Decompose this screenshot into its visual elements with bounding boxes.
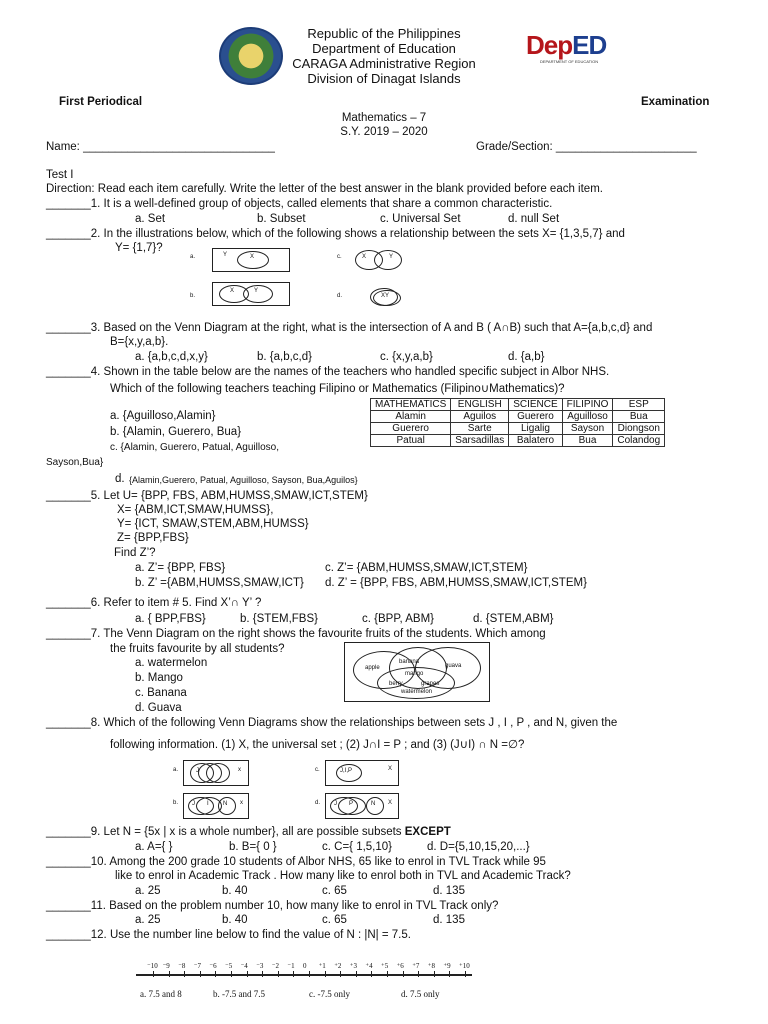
q10-choice-c: c. 65: [322, 885, 347, 897]
number-line-tick: [340, 971, 341, 977]
exam-school-year: S.Y. 2019 – 2020: [340, 126, 428, 138]
table-cell: Aguilos: [451, 411, 509, 423]
venn-label-berry: berry: [389, 681, 403, 687]
q4-choice-c: c. {Alamin, Guerero, Patual, Aguilloso,: [110, 442, 279, 453]
number-line-tick: [434, 971, 435, 977]
number-line-tick-label: ⁺4: [365, 962, 373, 970]
q8-diagram-b-label: b.: [173, 800, 179, 806]
number-line-tick-label: ⁺9: [443, 962, 451, 970]
q8-diagram-d-label: d.: [315, 800, 321, 806]
test-title: Test I: [46, 169, 74, 181]
q12-choice-b: b. -7.5 and 7.5: [213, 989, 265, 999]
q6-choice-b: b. {STEM,FBS}: [240, 613, 318, 625]
table-header-cell: ESP: [613, 399, 665, 411]
number-line-tick: [215, 971, 216, 977]
number-line-tick-label: ⁺3: [349, 962, 357, 970]
number-line-tick: [418, 971, 419, 977]
table-cell: Sarsadillas: [451, 435, 509, 447]
number-line-tick-label: ⁺5: [381, 962, 389, 970]
q7-choice-c: c. Banana: [135, 687, 187, 699]
number-line-tick: [293, 971, 294, 977]
number-line-tick-label: ⁻10: [147, 962, 158, 970]
q11-choice-d: d. 135: [433, 914, 465, 926]
q8-a-circle-j: J: [190, 763, 214, 783]
name-field: Name: ______________________________: [46, 141, 275, 153]
venn-label-grapes: grapes: [421, 681, 440, 687]
q5-set-z: Z= {BPP,FBS}: [117, 532, 189, 544]
q3-stem2: B={x,y,a,b}.: [110, 336, 169, 348]
q3-choice-b: b. {a,b,c,d}: [257, 351, 312, 363]
q5-choice-a: a. Z’= {BPP, FBS}: [135, 562, 226, 574]
q6-choice-c: c. {BPP, ABM}: [362, 613, 435, 625]
table-cell: Aguilloso: [562, 411, 613, 423]
table-header-cell: MATHEMATICS: [371, 399, 451, 411]
number-line-tick-label: ⁺1: [318, 962, 326, 970]
q9-choice-c: c. C={ 1,5,10}: [322, 841, 393, 853]
header-line2: Department of Education: [312, 41, 456, 56]
q8-a-circle-n: [206, 763, 230, 783]
q8-d-circle-j: J: [330, 797, 358, 815]
number-line-tick-label: ⁻7: [193, 962, 201, 970]
table-row: [371, 423, 665, 435]
q12-stem: _______12. Use the number line below to find the value of N : |N| = 7.5.: [46, 929, 411, 941]
q8-diagram-b: J I N x: [183, 793, 249, 819]
number-line-tick-label: ⁻6: [209, 962, 217, 970]
q4-choice-c-cont: Sayson,Bua}: [46, 457, 104, 468]
exam-subject: Mathematics – 7: [341, 112, 427, 124]
number-line-tick-label: ⁺2: [334, 962, 342, 970]
q8-b-circle-i: I: [196, 797, 222, 815]
number-line-tick: [231, 971, 232, 977]
q12-choice-a: a. 7.5 and 8: [140, 989, 182, 999]
q5-stem: _______5. Let U= {BPP, FBS, ABM,HUMSS,SMAW,ICT,STEM}: [46, 490, 368, 502]
q9-except: EXCEPT: [404, 826, 451, 838]
table-header-cell: ENGLISH: [451, 399, 509, 411]
table-row: [371, 435, 665, 447]
q2-diagram-b: [212, 282, 290, 306]
q9-choice-d: d. D={5,10,15,20,...}: [427, 841, 530, 853]
q2-diagram-b-label: b.: [190, 293, 196, 299]
q2-diagram-a: Y X: [212, 248, 290, 272]
q9-choice-b: b. B={ 0 }: [229, 841, 277, 853]
q3-choice-a: a. {a,b,c,d,x,y}: [135, 351, 208, 363]
q7-choice-b: b. Mango: [135, 672, 183, 684]
q10-stem: _______10. Among the 200 grade 10 students of Albor NHS, 65 like to enrol in TVL Track while 95: [46, 856, 546, 868]
q2-diagram-c-label: c.: [337, 254, 342, 260]
q8-diagram-c-label: c.: [315, 767, 320, 773]
number-line-tick-label: ⁻3: [256, 962, 264, 970]
q4-stem: _______4. Shown in the table below are the names of the teachers who handled specific subject in Albor NHS.: [46, 366, 610, 378]
table-row: [371, 411, 665, 423]
table-cell: Sarte: [451, 423, 509, 435]
q2-diagram-d-label: d.: [337, 293, 343, 299]
q10-choice-a: a. 25: [135, 885, 161, 897]
q8-diagram-c: J,I,P X: [325, 760, 399, 786]
q4-choice-a: a. {Aguilloso,Alamin}: [110, 410, 216, 422]
q8-stem2: following information. (1) X, the universal set ; (2) J∩I = P ; and (3) (J∪I) ∩ N =∅?: [110, 739, 525, 751]
table-header-cell: FILIPINO: [562, 399, 613, 411]
q2-stem: _______2. In the illustrations below, which of the following shows a relationship between the sets X= {1,3,5,7} and: [46, 228, 625, 240]
header-line1: Republic of the Philippines: [307, 26, 461, 41]
venn-label-banana: banana: [399, 659, 420, 665]
table-cell: Balatero: [509, 435, 562, 447]
test-direction: Direction: Read each item carefully. Write the letter of the best answer in the blank provided before each item.: [46, 183, 603, 195]
teachers-table-header: [371, 399, 665, 411]
venn-label-mango: mango: [405, 671, 424, 677]
number-line-tick-label: ⁺6: [396, 962, 404, 970]
q11-choice-c: c. 65: [322, 914, 347, 926]
q11-choice-b: b. 40: [222, 914, 248, 926]
q7-choice-a: a. watermelon: [135, 657, 208, 669]
q10-choice-d: d. 135: [433, 885, 465, 897]
number-line-tick: [262, 971, 263, 977]
fruits-venn-diagram: [344, 642, 490, 702]
q1-choice-d: d. null Set: [508, 213, 560, 225]
q1-choice-b: b. Subset: [257, 213, 306, 225]
q5-choice-b: b. Z’ ={ABM,HUMSS,SMAW,ICT}: [135, 577, 304, 589]
q8-stem: _______8. Which of the following Venn Diagrams show the relationships between sets J , I , P , and N, given the: [46, 717, 618, 729]
grade-section-field: Grade/Section: ______________________: [476, 141, 697, 153]
venn-label-guava: guava: [445, 663, 462, 669]
q8-d-circle-i: P: [338, 797, 366, 815]
q10-choice-b: b. 40: [222, 885, 248, 897]
q1-stem: _______1. It is a well-defined group of objects, called elements that share a common characteristic.: [46, 198, 553, 210]
table-cell: Sayson: [562, 423, 613, 435]
teachers-table: [370, 398, 665, 447]
number-line-tick: [153, 971, 154, 977]
number-line-tick-label: ⁻1: [287, 962, 295, 970]
q2-diagram-b-circle-y: Y: [243, 285, 273, 303]
number-line-tick: [403, 971, 404, 977]
number-line-tick-label: ⁻4: [240, 962, 248, 970]
q4-choice-d: {Alamin,Guerero, Patual, Aguilloso, Sayson, Bua,Aguilos}: [129, 475, 358, 485]
q2-diagram-c-circle-x: X: [355, 250, 383, 270]
q7-stem: _______7. The Venn Diagram on the right shows the favourite fruits of the students. Which among: [46, 628, 546, 640]
exam-right-title: Examination: [641, 96, 710, 108]
table-cell: Guerero: [509, 411, 562, 423]
number-line-tick: [200, 971, 201, 977]
q4-choice-d-letter: d.: [115, 473, 125, 485]
q5-set-x: X= {ABM,ICT,SMAW,HUMSS},: [117, 504, 274, 516]
table-cell: Guerero: [371, 423, 451, 435]
table-cell: Colandog: [613, 435, 665, 447]
number-line-tick: [387, 971, 388, 977]
q5-choice-c: c. Z’= {ABM,HUMSS,SMAW,ICT,STEM}: [325, 562, 528, 574]
number-line-tick: [371, 971, 372, 977]
number-line-tick-label: ⁻8: [178, 962, 186, 970]
q2-diagram-b-circle-x: X: [219, 285, 249, 303]
number-line-tick: [449, 971, 450, 977]
number-line-tick: [184, 971, 185, 977]
header-line3: CARAGA Administrative Region: [292, 56, 476, 71]
q9-choice-a: a. A={ }: [135, 841, 173, 853]
q1-choice-a: a. Set: [135, 213, 166, 225]
table-cell: Patual: [371, 435, 451, 447]
number-line-tick-label: 0: [303, 962, 307, 970]
number-line-tick: [247, 971, 248, 977]
deped-logo: DepED: [526, 30, 607, 60]
number-line: [136, 974, 472, 976]
q9-stem: _______9. Let N = {5x | x is a whole number}, all are possible subsets EXCEPT: [46, 826, 451, 838]
q4-stem2: Which of the following teachers teaching Filipino or Mathematics (Filipino∪Mathematics)?: [110, 383, 565, 395]
q5-find: Find Z’?: [114, 547, 156, 559]
q3-stem: _______3. Based on the Venn Diagram at the right, what is the intersection of A and B ( A∩B) such that A={a,b,c,d} and: [46, 322, 653, 334]
q2-diagram-a-label: a.: [190, 254, 196, 260]
q6-choice-a: a. { BPP,FBS}: [135, 613, 206, 625]
number-line-tick-label: ⁻5: [225, 962, 233, 970]
q6-choice-d: d. {STEM,ABM}: [473, 613, 554, 625]
table-cell: Diongson: [613, 423, 665, 435]
q5-choice-d: d. Z’ = {BPP, FBS, ABM,HUMSS,SMAW,ICT,STEM}: [325, 577, 587, 589]
header-line4: Division of Dinagat Islands: [307, 71, 461, 86]
q8-b-circle-n: N: [218, 797, 236, 815]
number-line-tick-label: ⁻9: [162, 962, 170, 970]
q8-d-circle-n: N: [366, 797, 384, 815]
q7-choice-d: d. Guava: [135, 702, 182, 714]
number-line-tick: [278, 971, 279, 977]
number-line-tick: [309, 971, 310, 977]
q7-stem2: the fruits favourite by all students?: [110, 643, 285, 655]
q5-set-y: Y= {ICT, SMAW,STEM,ABM,HUMSS}: [117, 518, 309, 530]
q3-choice-d: d. {a,b}: [508, 351, 545, 363]
deped-logo-subtitle: DEPARTMENT OF EDUCATION: [540, 59, 599, 64]
q8-diagram-a-label: a.: [173, 767, 179, 773]
table-cell: Alamin: [371, 411, 451, 423]
q11-choice-a: a. 25: [135, 914, 161, 926]
q1-choice-c: c. Universal Set: [380, 213, 461, 225]
table-cell: Bua: [562, 435, 613, 447]
number-line-tick: [356, 971, 357, 977]
venn-label-apple: apple: [365, 665, 380, 671]
q2-diagram-d-circle-2: XY: [373, 290, 401, 306]
q2-stem2: Y= {1,7}?: [115, 242, 163, 254]
venn-label-watermelon: watermelon: [401, 689, 433, 695]
exam-left-title: First Periodical: [59, 96, 143, 108]
table-cell: Ligalig: [509, 423, 562, 435]
number-line-tick: [325, 971, 326, 977]
q8-b-circle-j: J: [188, 797, 214, 815]
number-line-tick-label: ⁺7: [412, 962, 420, 970]
q2-diagram-c-circle-y: Y: [374, 250, 402, 270]
table-header-cell: SCIENCE: [509, 399, 562, 411]
q2-diagram-a-circle: X: [237, 251, 269, 269]
q4-choice-b: b. {Alamin, Guerero, Bua}: [110, 426, 242, 438]
q10-stem2: like to enrol in Academic Track . How many like to enrol both in TVL and Academic Track?: [115, 870, 571, 882]
number-line-tick-label: ⁺8: [427, 962, 435, 970]
q6-stem: _______6. Refer to item # 5. Find X’∩ Y’ ?: [46, 597, 262, 609]
table-cell: Bua: [613, 411, 665, 423]
number-line-tick: [169, 971, 170, 977]
number-line-tick: [465, 971, 466, 977]
q8-c-circle-jip: J,I,P: [336, 764, 362, 782]
q12-choice-c: c. -7.5 only: [309, 989, 350, 999]
number-line-tick-label: ⁻2: [271, 962, 279, 970]
q11-stem: _______11. Based on the problem number 10, how many like to enrol in TVL Track only?: [46, 900, 499, 912]
q8-diagram-d: J P N X: [325, 793, 399, 819]
number-line-tick-label: ⁺10: [459, 962, 470, 970]
q12-choice-d: d. 7.5 only: [401, 989, 440, 999]
q8-diagram-a: J x: [183, 760, 249, 786]
q3-choice-c: c. {x,y,a,b}: [380, 351, 433, 363]
